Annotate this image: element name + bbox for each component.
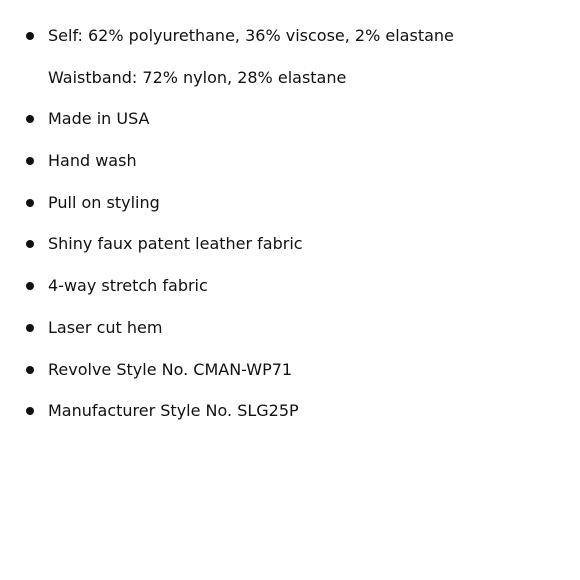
list-item-stretch <box>26 274 454 316</box>
list-item-styling <box>26 191 454 233</box>
list-item-care <box>26 149 454 191</box>
product-details-list <box>26 24 454 441</box>
list-item-text: Pull on styling <box>48 192 160 212</box>
bullet-icon <box>26 282 34 290</box>
list-item-composition-waistband <box>26 66 454 108</box>
list-item-text: Laser cut hem <box>48 317 163 337</box>
bullet-icon <box>26 157 34 165</box>
list-item-text: Manufacturer Style No. SLG25P <box>48 401 299 421</box>
bullet-icon <box>26 32 34 40</box>
list-item-text: Shiny faux patent leather fabric <box>48 234 303 254</box>
bullet-icon <box>26 324 34 332</box>
bullet-icon <box>26 240 34 248</box>
bullet-icon <box>26 199 34 207</box>
list-item-hem <box>26 316 454 358</box>
list-item-text: Waistband: 72% nylon, 28% elastane <box>48 67 347 87</box>
list-item-origin <box>26 107 454 149</box>
list-item-text: 4-way stretch fabric <box>48 276 208 296</box>
bullet-icon <box>26 407 34 415</box>
list-item-composition-self <box>26 24 454 66</box>
list-item-fabric <box>26 232 454 274</box>
list-item-text: Self: 62% polyurethane, 36% viscose, 2% elastane <box>48 26 454 45</box>
bullet-icon <box>26 366 34 374</box>
list-item-revolve-style <box>26 358 454 400</box>
list-item-text: Made in USA <box>48 109 150 129</box>
list-item-manufacturer-style <box>26 399 454 441</box>
list-item-text: Revolve Style No. CMAN-WP71 <box>48 359 293 379</box>
bullet-icon <box>26 115 34 123</box>
list-item-text: Hand wash <box>48 151 137 171</box>
